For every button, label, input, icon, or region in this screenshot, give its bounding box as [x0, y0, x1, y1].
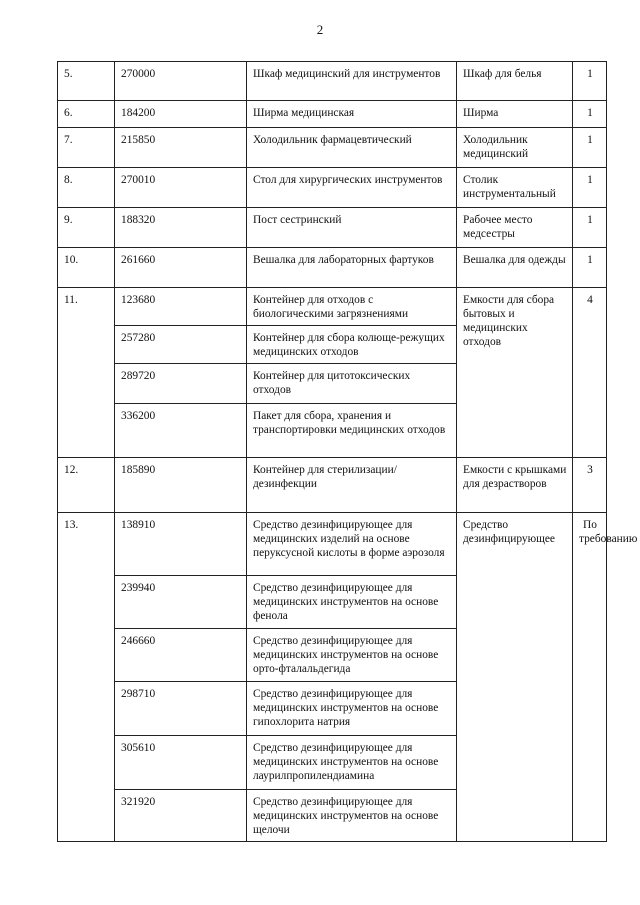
item-name: Контейнер для отходов с биологическими загрязнениями [247, 288, 457, 326]
item-name: Вешалка для лабораторных фартуков [247, 248, 457, 288]
item-code: 336200 [115, 404, 247, 458]
row-number: 11. [58, 288, 115, 458]
item-quantity: 1 [573, 101, 607, 128]
item-code: 298710 [115, 682, 247, 736]
item-code: 270000 [115, 62, 247, 101]
item-code: 185890 [115, 458, 247, 513]
item-code: 261660 [115, 248, 247, 288]
item-code: 321920 [115, 790, 247, 842]
item-name: Средство дезинфицирующее для медицинских инструментов на основе орто-фталальдегида [247, 629, 457, 682]
item-quantity: 1 [573, 62, 607, 101]
item-type: Ширма [457, 101, 573, 128]
item-name: Стол для хирургических инструментов [247, 168, 457, 208]
item-code: 184200 [115, 101, 247, 128]
item-name: Средство дезинфицирующее для медицинских инструментов на основе лаурилпропилендиамина [247, 736, 457, 790]
equipment-table [57, 61, 638, 842]
item-name: Средство дезинфицирующее для медицинских инструментов на основе щелочи [247, 790, 457, 842]
item-quantity: По требованию [573, 513, 607, 842]
item-type: Столик инструментальный [457, 168, 573, 208]
page-number: 2 [316, 22, 324, 37]
item-code: 239940 [115, 576, 247, 629]
table-row [58, 101, 607, 128]
item-name: Пост сестринский [247, 208, 457, 248]
item-quantity: 1 [573, 208, 607, 248]
item-quantity: 4 [573, 288, 607, 458]
item-type: Емкости для сбора бытовых и медицинских отходов [457, 288, 573, 458]
row-number: 7. [58, 128, 115, 168]
item-name: Ширма медицинская [247, 101, 457, 128]
item-name: Средство дезинфицирующее для медицинских инструментов на основе гипохлорита натрия [247, 682, 457, 736]
item-code: 305610 [115, 736, 247, 790]
row-number: 8. [58, 168, 115, 208]
row-number: 12. [58, 458, 115, 513]
item-name: Средство дезинфицирующее для медицинских инструментов на основе фенола [247, 576, 457, 629]
item-code: 138910 [115, 513, 247, 576]
item-quantity: 3 [573, 458, 607, 513]
item-name: Шкаф медицинский для инструментов [247, 62, 457, 101]
table-row [58, 288, 607, 326]
row-number: 13. [58, 513, 115, 842]
table-row [58, 62, 607, 101]
item-name: Пакет для сбора, хранения и транспортировки медицинских отходов [247, 404, 457, 458]
table-row [58, 168, 607, 208]
item-code: 188320 [115, 208, 247, 248]
table-row [58, 513, 607, 576]
item-type: Рабочее место медсестры [457, 208, 573, 248]
row-number: 9. [58, 208, 115, 248]
item-name: Холодильник фармацевтический [247, 128, 457, 168]
item-type: Шкаф для белья [457, 62, 573, 101]
item-name: Контейнер для сбора колюще-режущих медицинских отходов [247, 326, 457, 364]
item-quantity: 1 [573, 168, 607, 208]
item-type: Емкости с крышками для дезрастворов [457, 458, 573, 513]
item-type: Вешалка для одежды [457, 248, 573, 288]
table-row [58, 208, 607, 248]
item-code: 270010 [115, 168, 247, 208]
row-number: 6. [58, 101, 115, 128]
table-row [58, 128, 607, 168]
row-number: 5. [58, 62, 115, 101]
item-code: 289720 [115, 364, 247, 404]
item-quantity: 1 [573, 128, 607, 168]
item-type: Холодильник медицинский [457, 128, 573, 168]
item-name: Контейнер для цитотоксических отходов [247, 364, 457, 404]
item-code: 246660 [115, 629, 247, 682]
item-code: 257280 [115, 326, 247, 364]
item-code: 215850 [115, 128, 247, 168]
item-type: Средство дезинфицирующее [457, 513, 573, 842]
item-name: Средство дезинфицирующее для медицинских изделий на основе перуксусной кислоты в форме аэрозоля [247, 513, 457, 576]
item-code: 123680 [115, 288, 247, 326]
row-number: 10. [58, 248, 115, 288]
table-row [58, 248, 607, 288]
table-row [58, 458, 607, 513]
item-quantity: 1 [573, 248, 607, 288]
item-name: Контейнер для стерилизации/дезинфекции [247, 458, 457, 513]
